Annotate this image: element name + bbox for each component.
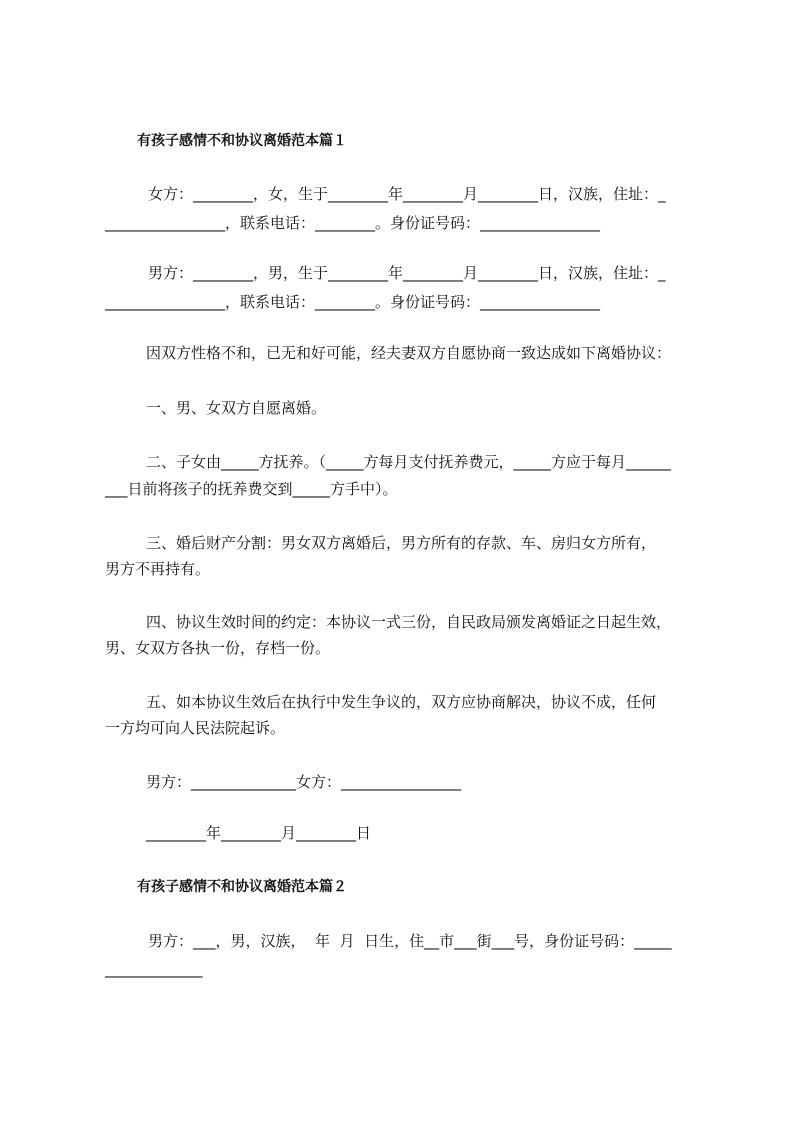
date-line: ________年________月________日 bbox=[146, 824, 372, 842]
female-party-line-1: 女方：________，女，生于________年________月________日，汉族，住址：_ bbox=[148, 185, 666, 203]
section-2-male-line-1: 男方：___，男，汉族， 年 月 日生，住__市___街___号，身份证号码：_____ bbox=[148, 932, 672, 950]
clause-1: 一、男、女双方自愿离婚。 bbox=[146, 399, 327, 417]
clause-4-line-2: 男、女双方各执一份，存档一份。 bbox=[105, 639, 331, 657]
clause-2-line-1: 二、子女由_____方抚养。（_____方每月支付抚养费元，_____方应于每月______ bbox=[146, 453, 672, 471]
male-party-line-2: ________________，联系电话：________。身份证号码：________________ bbox=[105, 293, 601, 311]
section-1-title: 有孩子感情不和协议离婚范本篇１ bbox=[137, 133, 347, 149]
clause-5-line-2: 一方均可向人民法院起诉。 bbox=[105, 719, 286, 737]
clause-4-line-1: 四、协议生效时间的约定：本协议一式三份，自民政局颁发离婚证之日起生效， bbox=[146, 613, 672, 631]
clause-3-line-1: 三、婚后财产分割：男女双方离婚后，男方所有的存款、车、房归女方所有， bbox=[146, 534, 657, 552]
clause-2-line-2: ___日前将孩子的抚养费交到_____方手中）。 bbox=[105, 480, 398, 498]
clause-5-line-1: 五、如本协议生效后在执行中发生争议的，双方应协商解决，协议不成，任何 bbox=[146, 693, 657, 711]
male-party-line-1: 男方：________，男，生于________年________月________日，汉族，住址：_ bbox=[148, 264, 666, 282]
agreement-intro: 因双方性格不和，已无和好可能，经夫妻双方自愿协商一致达成如下离婚协议： bbox=[146, 344, 672, 362]
signature-line: 男方：______________女方：________________ bbox=[146, 773, 462, 791]
female-party-line-2: ________________，联系电话：________。身份证号码：________________ bbox=[105, 214, 601, 232]
section-2-male-line-2: _____________ bbox=[105, 960, 203, 978]
clause-3-line-2: 男方不再持有。 bbox=[105, 560, 211, 578]
section-2-title: 有孩子感情不和协议离婚范本篇２ bbox=[137, 879, 347, 895]
